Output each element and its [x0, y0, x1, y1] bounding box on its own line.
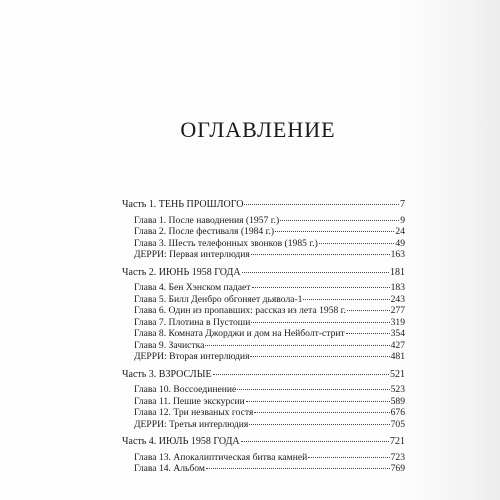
dot-leader — [308, 457, 389, 458]
toc-entry-label: Глава 14. Альбом — [134, 463, 205, 474]
toc-entry[interactable] — [122, 384, 405, 396]
toc-page-number: 24 — [395, 226, 405, 237]
toc-entry[interactable] — [122, 463, 405, 475]
toc-entry[interactable] — [122, 249, 405, 261]
dot-leader — [303, 299, 389, 300]
toc-part-label: Часть 2. ИЮНЬ 1958 ГОДА — [122, 266, 241, 278]
dot-leader — [254, 412, 389, 413]
toc-part-2 — [122, 267, 405, 363]
toc-entry-label: ДЕРРИ: Первая интерлюдия — [134, 249, 250, 260]
toc-entry[interactable] — [122, 328, 405, 340]
toc-entry-label: Глава 4. Бен Хэнском падает — [134, 282, 251, 293]
toc-entry[interactable] — [122, 419, 405, 431]
toc-page-number: 7 — [400, 199, 405, 210]
toc-page-number: 9 — [400, 214, 405, 226]
toc-entry[interactable] — [122, 294, 405, 306]
toc-entry[interactable] — [122, 282, 405, 294]
page-edge-shadow — [404, 0, 500, 500]
dot-leader — [252, 287, 390, 288]
toc-page-number: 769 — [390, 463, 405, 474]
toc-part-label: Часть 3. ВЗРОСЛЫЕ — [122, 368, 212, 380]
toc-page-number: 589 — [390, 395, 405, 407]
toc-entry-label: Глава 8. Комната Джорджи и дом на Нейболт-стрит — [134, 328, 345, 339]
toc-part-4 — [122, 436, 405, 475]
dot-leader — [249, 424, 389, 425]
toc-entry[interactable] — [122, 226, 405, 238]
toc-entry-label: Глава 7. Плотина в Пустоши — [134, 316, 251, 328]
toc-part-label: Часть 4. ИЮЛЬ 1958 ГОДА — [122, 436, 240, 447]
toc-entry[interactable] — [122, 351, 405, 363]
dot-leader — [319, 243, 395, 244]
table-of-contents — [122, 199, 405, 481]
dot-leader — [251, 254, 390, 255]
toc-part-heading[interactable] — [122, 199, 405, 211]
toc-entry[interactable] — [122, 305, 405, 317]
toc-part-heading[interactable] — [122, 369, 405, 381]
dot-leader — [347, 310, 390, 311]
toc-page-number: 427 — [390, 339, 405, 351]
toc-entry-label: Глава 9. Зачистка — [134, 339, 205, 351]
toc-entry[interactable] — [122, 340, 405, 352]
toc-part-heading[interactable] — [122, 436, 405, 448]
toc-entry-label: ДЕРРИ: Вторая интерлюдия — [134, 351, 250, 362]
dot-leader — [250, 356, 389, 357]
toc-entry[interactable] — [122, 452, 405, 464]
dot-leader — [280, 220, 399, 221]
toc-page-number: 521 — [390, 368, 405, 380]
toc-part-1 — [122, 199, 405, 261]
toc-page-number: 181 — [390, 266, 405, 278]
toc-entry-label: Глава 13. Апокалиптическая битва камней — [134, 451, 308, 463]
toc-page-number: 243 — [390, 293, 405, 305]
dot-leader — [206, 468, 390, 469]
toc-page-number: 277 — [390, 305, 405, 316]
toc-entry-label: Глава 11. Пешие экскурсии — [134, 395, 245, 407]
page-title: ОГЛАВЛЕНИЕ — [180, 117, 336, 142]
toc-part-label: Часть 1. ТЕНЬ ПРОШЛОГО — [122, 199, 244, 210]
toc-entry[interactable] — [122, 317, 405, 329]
toc-entry-label: Глава 12. Три незваных гостя — [134, 407, 254, 418]
toc-page-number: 721 — [390, 436, 405, 447]
toc-entry[interactable] — [122, 407, 405, 419]
dot-leader — [242, 272, 389, 273]
toc-entry-label: ДЕРРИ: Третья интерлюдия — [134, 418, 249, 430]
dot-leader — [205, 345, 389, 346]
toc-entry[interactable] — [122, 238, 405, 250]
toc-entry-label: Глава 5. Билл Денбро обгоняет дьявола-1 — [134, 293, 303, 305]
dot-leader — [246, 401, 390, 402]
dot-leader — [251, 322, 389, 323]
toc-entry-label: Глава 10. Воссоединение — [134, 384, 237, 395]
toc-page-number: 183 — [390, 282, 405, 293]
toc-page-number: 354 — [390, 328, 405, 339]
toc-page-number: 49 — [395, 237, 405, 249]
toc-part-heading[interactable] — [122, 267, 405, 279]
toc-entry[interactable] — [122, 215, 405, 227]
toc-page-number: 319 — [390, 316, 405, 328]
toc-entry-label: Глава 3. Шесть телефонных звонков (1985 г.) — [134, 237, 318, 249]
dot-leader — [346, 333, 390, 334]
toc-page-number: 676 — [390, 407, 405, 418]
toc-page-number: 723 — [390, 451, 405, 463]
dot-leader — [213, 374, 389, 375]
toc-entry-label: Глава 2. После фестиваля (1984 г.) — [134, 226, 275, 237]
toc-part-3 — [122, 369, 405, 431]
dot-leader — [275, 231, 394, 232]
dot-leader — [241, 441, 389, 442]
toc-page-number: 163 — [390, 249, 405, 260]
toc-page-number: 481 — [390, 351, 405, 362]
toc-entry-label: Глава 1. После наводнения (1957 г.) — [134, 214, 280, 226]
dot-leader — [244, 204, 399, 205]
toc-page-number: 705 — [390, 418, 405, 430]
toc-entry-label: Глава 6. Один из пропавших: рассказ из лета 1958 г. — [134, 305, 346, 316]
toc-page-number: 523 — [390, 384, 405, 395]
dot-leader — [237, 389, 389, 390]
toc-entry[interactable] — [122, 396, 405, 408]
